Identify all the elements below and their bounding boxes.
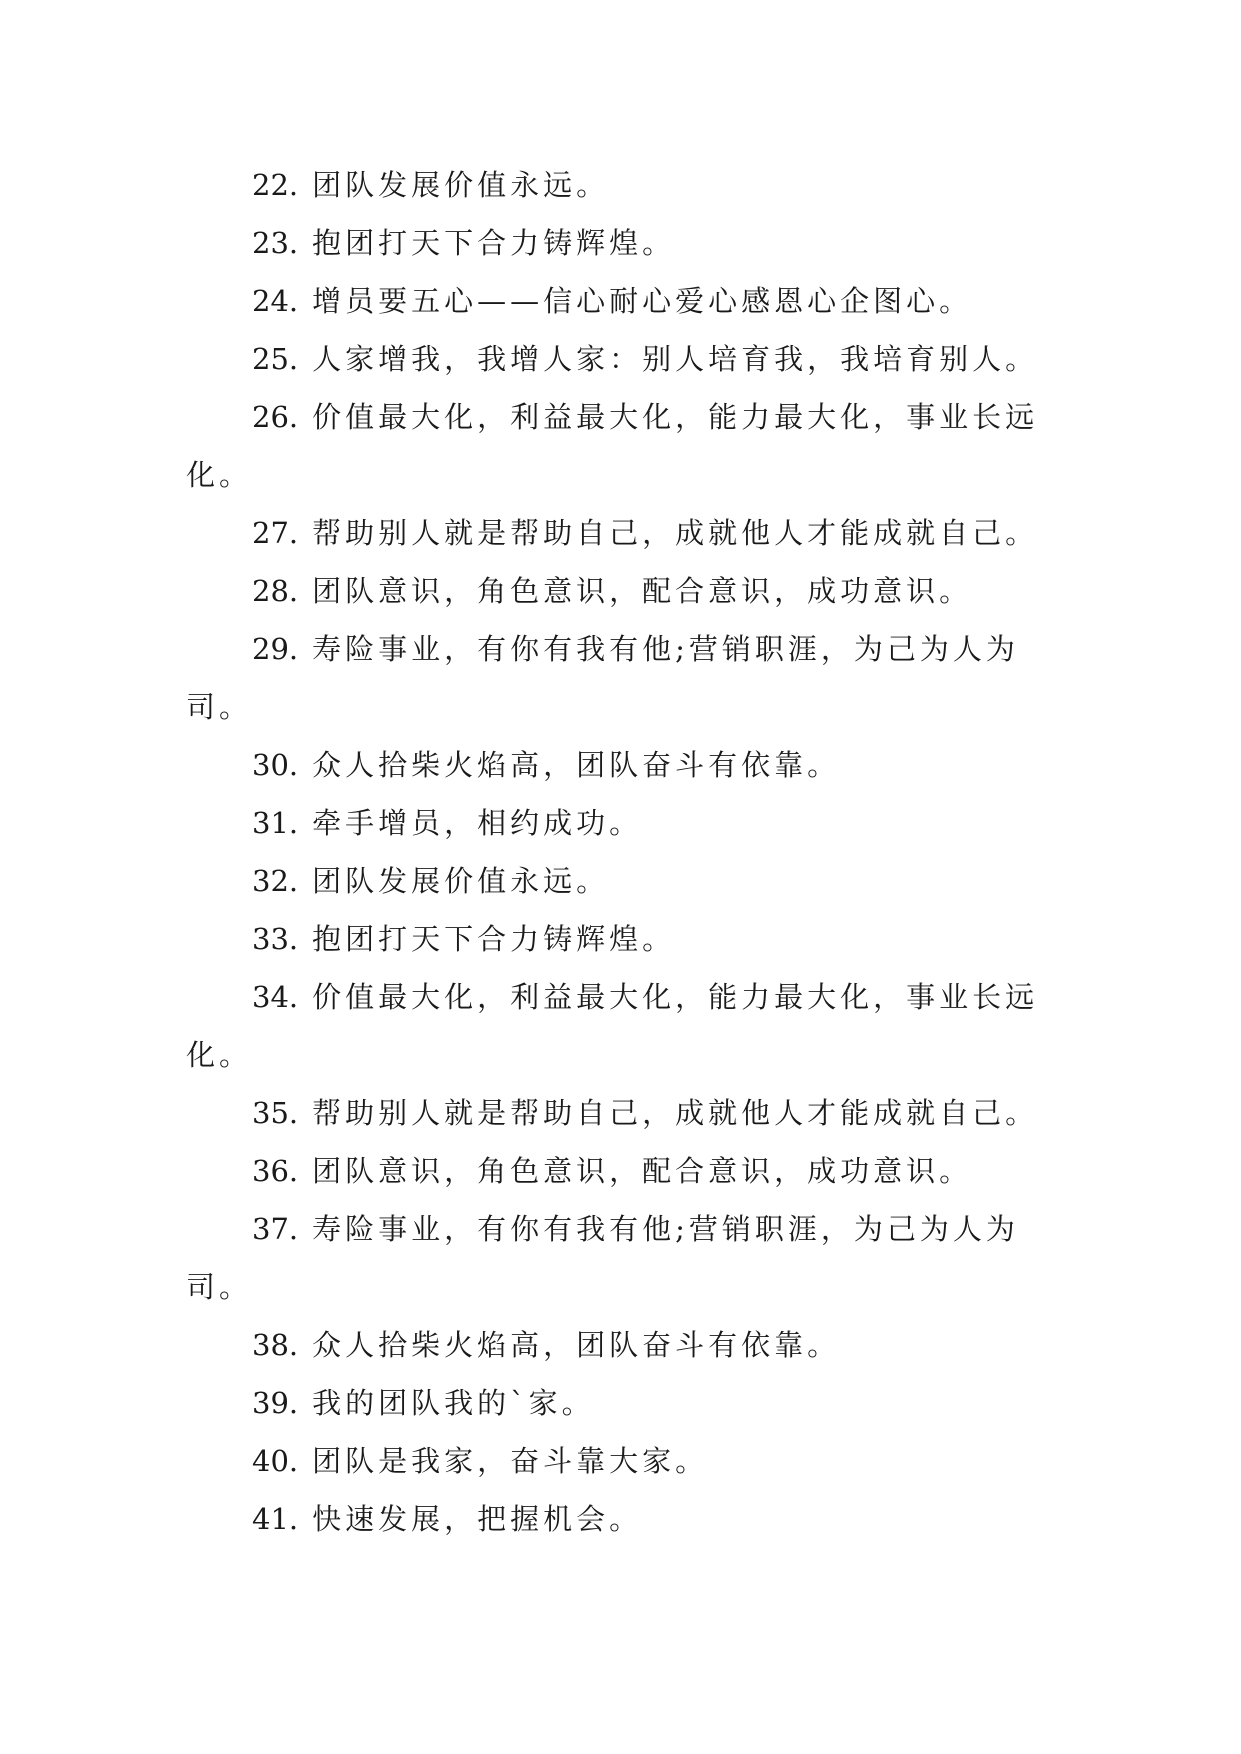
list-item-text: 帮助别人就是帮助自己，成就他人才能成就自己。 — [312, 1096, 1039, 1130]
list-item-number: 22. — [252, 168, 299, 202]
list-item-text: 司。 — [186, 690, 253, 724]
list-item-text: 人家增我，我增人家：别人培育我，我培育别人。 — [312, 342, 1039, 376]
list-item-number: 32. — [252, 864, 299, 898]
list-item-text: 增员要五心——信心耐心爱心感恩心企图心。 — [312, 284, 973, 318]
list-item — [186, 620, 1066, 678]
list-item-number: 30. — [252, 748, 299, 782]
list-item-number: 33. — [252, 922, 299, 956]
list-item-text: 司。 — [186, 1270, 253, 1304]
list-item — [186, 504, 1066, 562]
list-item-number: 25. — [252, 342, 299, 376]
list-item — [186, 794, 1066, 852]
list-item-text: 团队意识，角色意识，配合意识，成功意识。 — [312, 574, 973, 608]
list-item — [186, 1316, 1066, 1374]
list-item-text: 寿险事业，有你有我有他;营销职涯，为己为人为 — [312, 632, 1019, 666]
list-item-continuation — [186, 1258, 1066, 1316]
list-item — [186, 214, 1066, 272]
list-item-number: 36. — [252, 1154, 299, 1188]
list-item-text: 团队意识，角色意识，配合意识，成功意识。 — [312, 1154, 973, 1188]
list-item — [186, 1200, 1066, 1258]
list-item-text: 众人拾柴火焰高，团队奋斗有依靠。 — [312, 748, 841, 782]
list-item-text: 团队发展价值永远。 — [312, 168, 610, 202]
list-item-text: 我的团队我的`家。 — [312, 1386, 595, 1420]
list-item — [186, 852, 1066, 910]
list-item-text: 帮助别人就是帮助自己，成就他人才能成就自己。 — [312, 516, 1039, 550]
list-item — [186, 1142, 1066, 1200]
list-item-text: 抱团打天下合力铸辉煌。 — [312, 226, 676, 260]
list-item-number: 38. — [252, 1328, 299, 1362]
list-item-number: 23. — [252, 226, 299, 260]
list-item — [186, 968, 1066, 1026]
list-item — [186, 388, 1066, 446]
list-item-text: 价值最大化，利益最大化，能力最大化，事业长远 — [312, 980, 1039, 1014]
list-item-continuation — [186, 678, 1066, 736]
list-item-text: 快速发展，把握机会。 — [312, 1502, 643, 1536]
list-item-number: 37. — [252, 1212, 299, 1246]
list-item-text: 寿险事业，有你有我有他;营销职涯，为己为人为 — [312, 1212, 1019, 1246]
list-item — [186, 562, 1066, 620]
list-item-text: 团队是我家，奋斗靠大家。 — [312, 1444, 709, 1478]
list-item — [186, 1374, 1066, 1432]
list-item-text: 抱团打天下合力铸辉煌。 — [312, 922, 676, 956]
list-item — [186, 910, 1066, 968]
list-item-number: 34. — [252, 980, 299, 1014]
list-item-text: 众人拾柴火焰高，团队奋斗有依靠。 — [312, 1328, 841, 1362]
list-item-number: 40. — [252, 1444, 299, 1478]
list-item — [186, 1084, 1066, 1142]
list-item-continuation — [186, 1026, 1066, 1084]
list-item-number: 26. — [252, 400, 299, 434]
list-item-number: 41. — [252, 1502, 299, 1536]
list-item-text: 牵手增员，相约成功。 — [312, 806, 643, 840]
list-item — [186, 272, 1066, 330]
list-item-text: 团队发展价值永远。 — [312, 864, 610, 898]
list-item-number: 39. — [252, 1386, 299, 1420]
list-item-number: 35. — [252, 1096, 299, 1130]
list-item-number: 31. — [252, 806, 299, 840]
list-item — [186, 1490, 1066, 1548]
document-body — [186, 156, 1066, 1548]
list-item-number: 27. — [252, 516, 299, 550]
list-item — [186, 1432, 1066, 1490]
list-item — [186, 330, 1066, 388]
list-item-text: 化。 — [186, 1038, 253, 1072]
list-item — [186, 156, 1066, 214]
list-item-text: 化。 — [186, 458, 253, 492]
list-item-number: 24. — [252, 284, 299, 318]
list-item-number: 28. — [252, 574, 299, 608]
list-item-number: 29. — [252, 632, 299, 666]
list-item-continuation — [186, 446, 1066, 504]
list-item — [186, 736, 1066, 794]
list-item-text: 价值最大化，利益最大化，能力最大化，事业长远 — [312, 400, 1039, 434]
